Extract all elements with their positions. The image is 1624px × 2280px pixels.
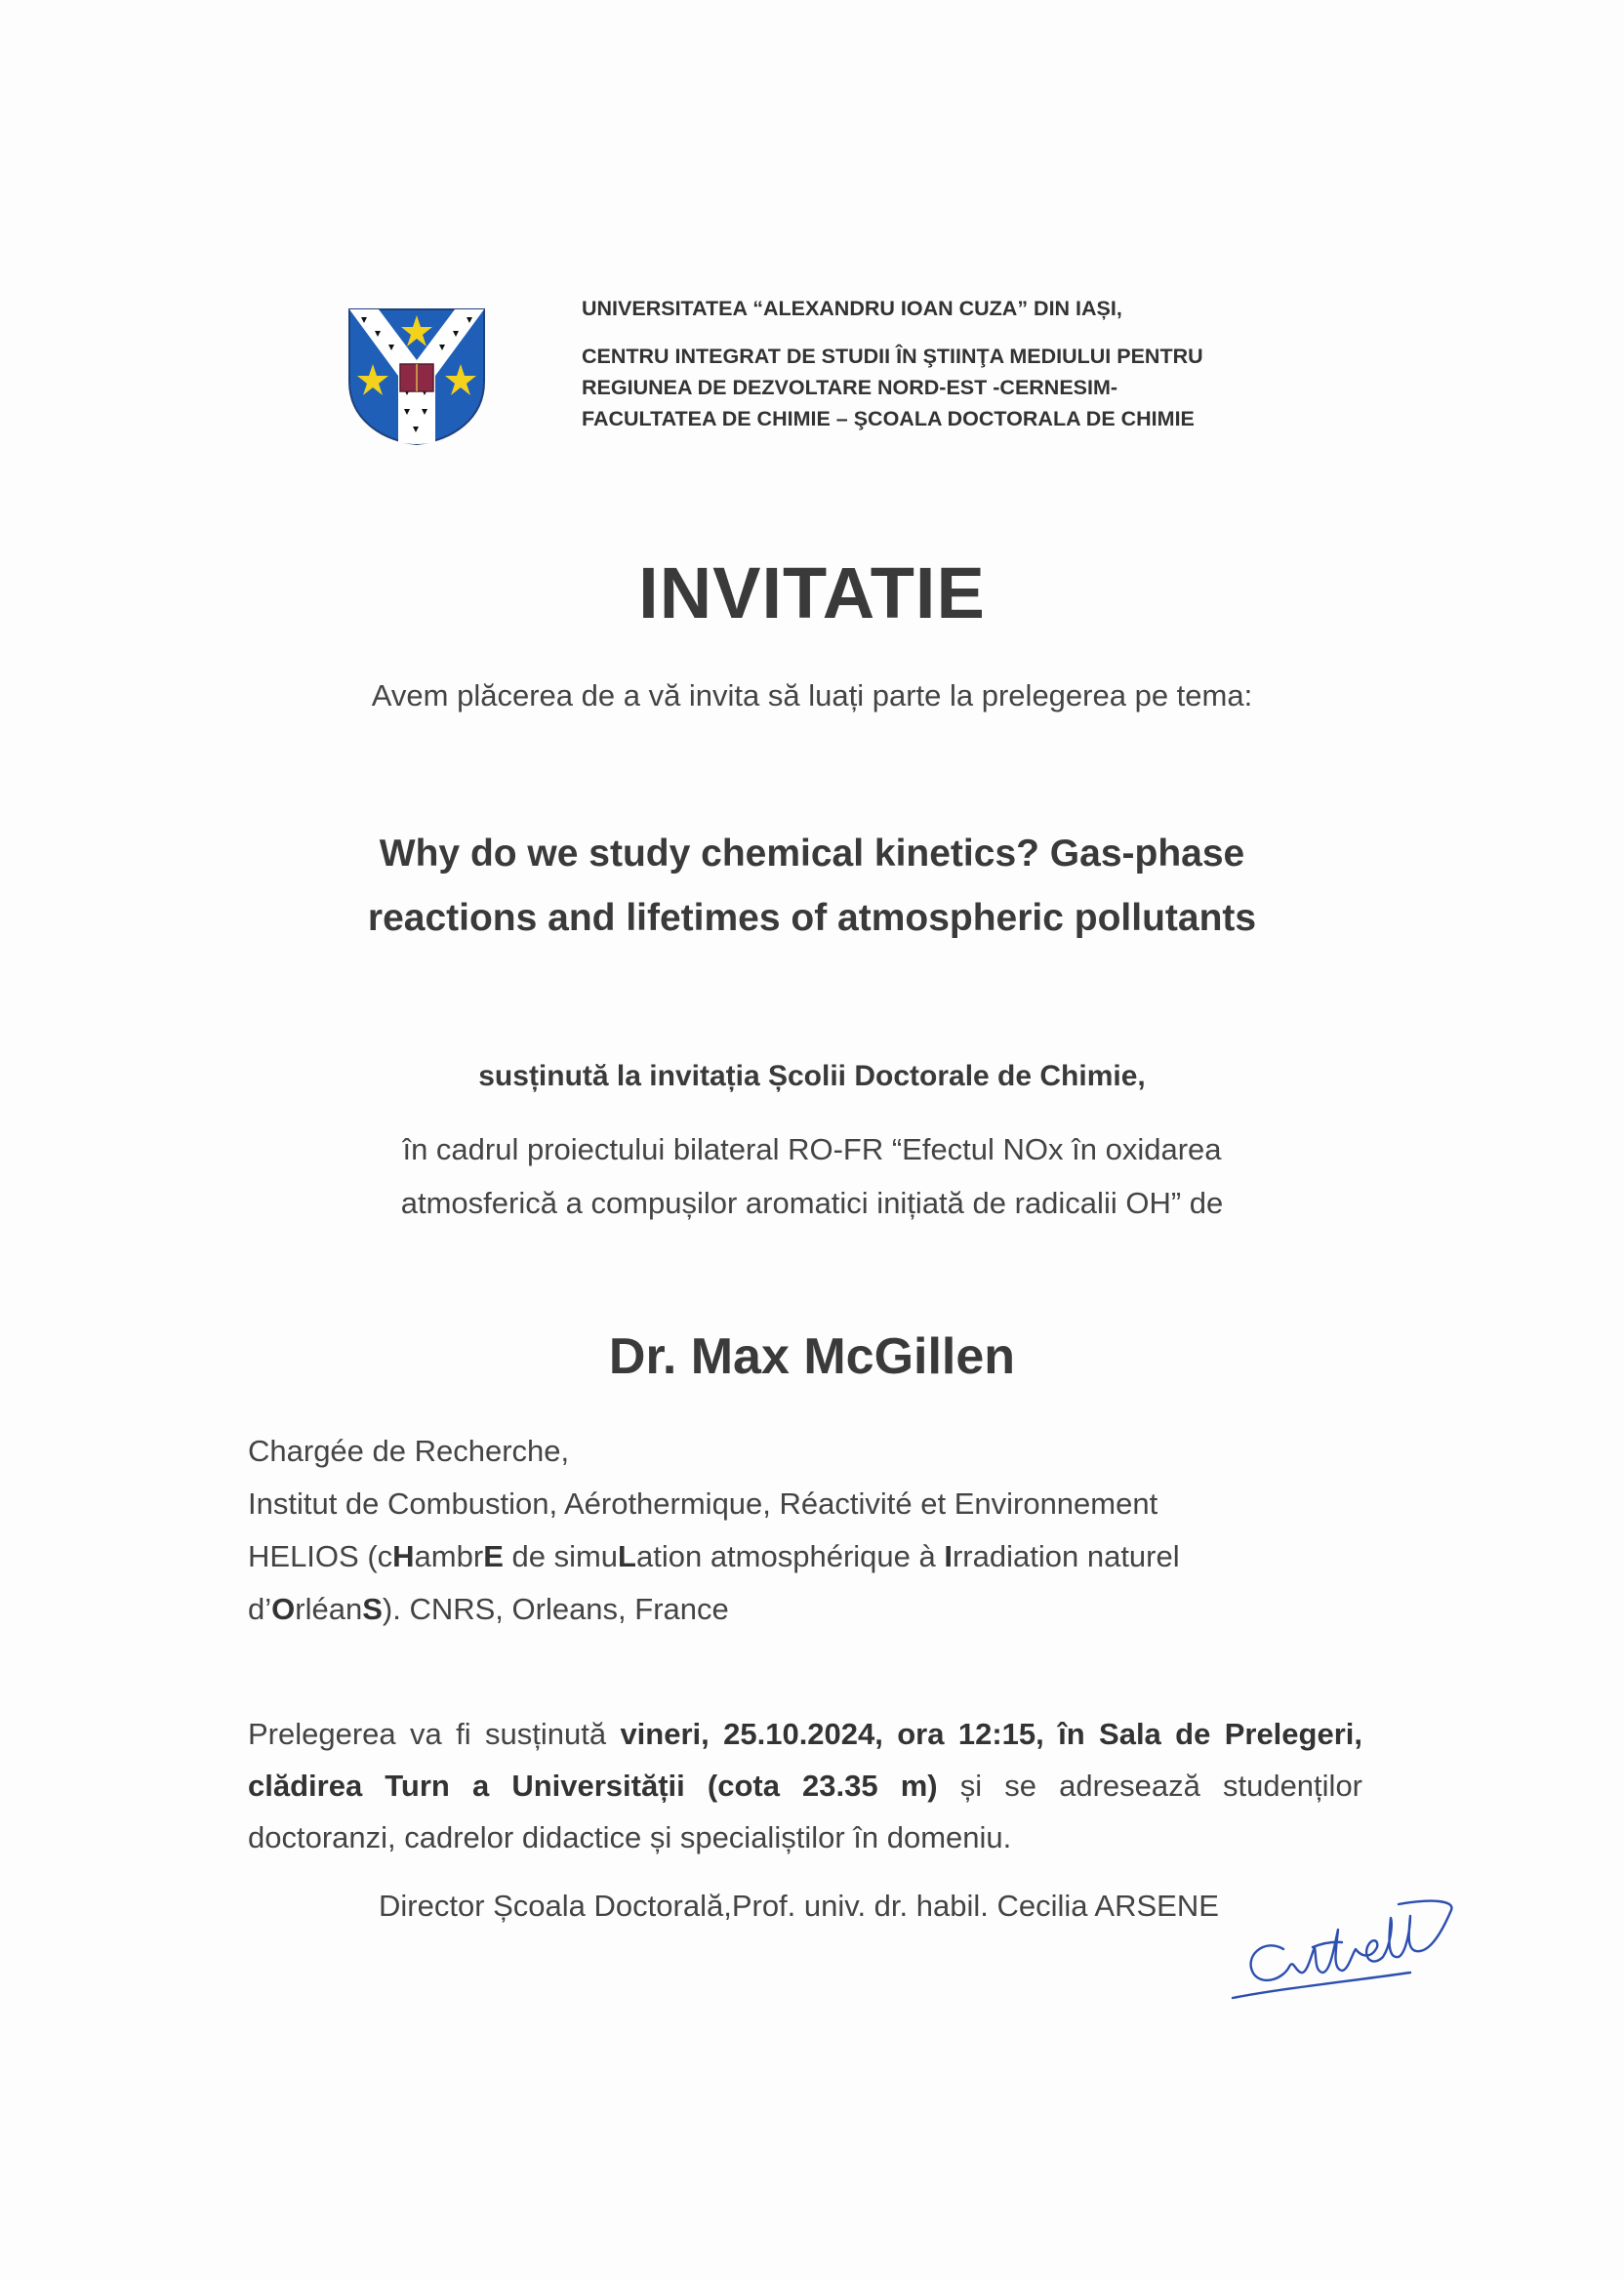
university-name: UNIVERSITATEA “ALEXANDRU IOAN CUZA” DIN IAȘI, [582,297,1122,320]
lecture-topic [244,822,1380,951]
university-crest-logo [345,305,488,446]
project-line-1: în cadrul proiectului bilateral RO-FR “Efectul NOx în oxidarea [402,1132,1222,1166]
affiliation-helios: HELIOS (cHambrE de simuLation atmosphérique à Irradiation naturel [248,1539,1180,1573]
center-line-1: CENTRU INTEGRAT DE STUDII ÎN ŞTIINŢA MEDIULUI PENTRU [582,345,1203,368]
center-line-2: REGIUNEA DE DEZVOLTARE NORD-EST -CERNESIM- [582,376,1118,399]
lecture-datetime-location: vineri, 25.10.2024, ora 12:15, în Sala de Prelegeri, clădirea Turn a Universității (cota 23.35 m) [248,1717,1362,1803]
speaker-name: Dr. Max McGillen [608,1328,1016,1385]
affiliation-location: d’OrléanS). CNRS, Orleans, France [248,1592,729,1626]
topic-line-1: Why do we study chemical kinetics? Gas-phase [379,833,1245,875]
institution-header [582,293,1323,434]
topic-line-2: reactions and lifetimes of atmospheric pollutants [367,897,1257,939]
lecture-text-2: și se adresează studenților doctoranzi, cadrelor didactice și specialiștilor în domeniu. [248,1769,1363,1854]
handwritten-signature [1225,1889,1464,2030]
page-title: INVITATIE [638,552,986,633]
affiliation-institute: Institut de Combustion, Aérothermique, Réactivité et Environnement [248,1486,1158,1521]
support-text: susținută la invitația Școlii Doctorale de Chimie, [478,1060,1146,1092]
faculty-line: FACULTATEA DE CHIMIE – ŞCOALA DOCTORALA DE CHIMIE [582,407,1195,430]
project-line-2: atmosferică a compușilor aromatici inițiată de radicalii OH” de [400,1186,1224,1220]
lecture-details [248,1708,1362,1863]
speaker-affiliation [248,1425,1419,1636]
lecture-text-1: Prelegerea va fi susținută [248,1717,621,1751]
director-signature-line: Director Școala Doctorală,Prof. univ. dr. habil. Cecilia ARSENE [379,1889,1219,1923]
intro-text: Avem plăcerea de a vă invita să luați parte la prelegerea pe tema: [371,678,1253,712]
affiliation-role: Chargée de Recherche, [248,1434,570,1468]
project-text [244,1122,1380,1230]
